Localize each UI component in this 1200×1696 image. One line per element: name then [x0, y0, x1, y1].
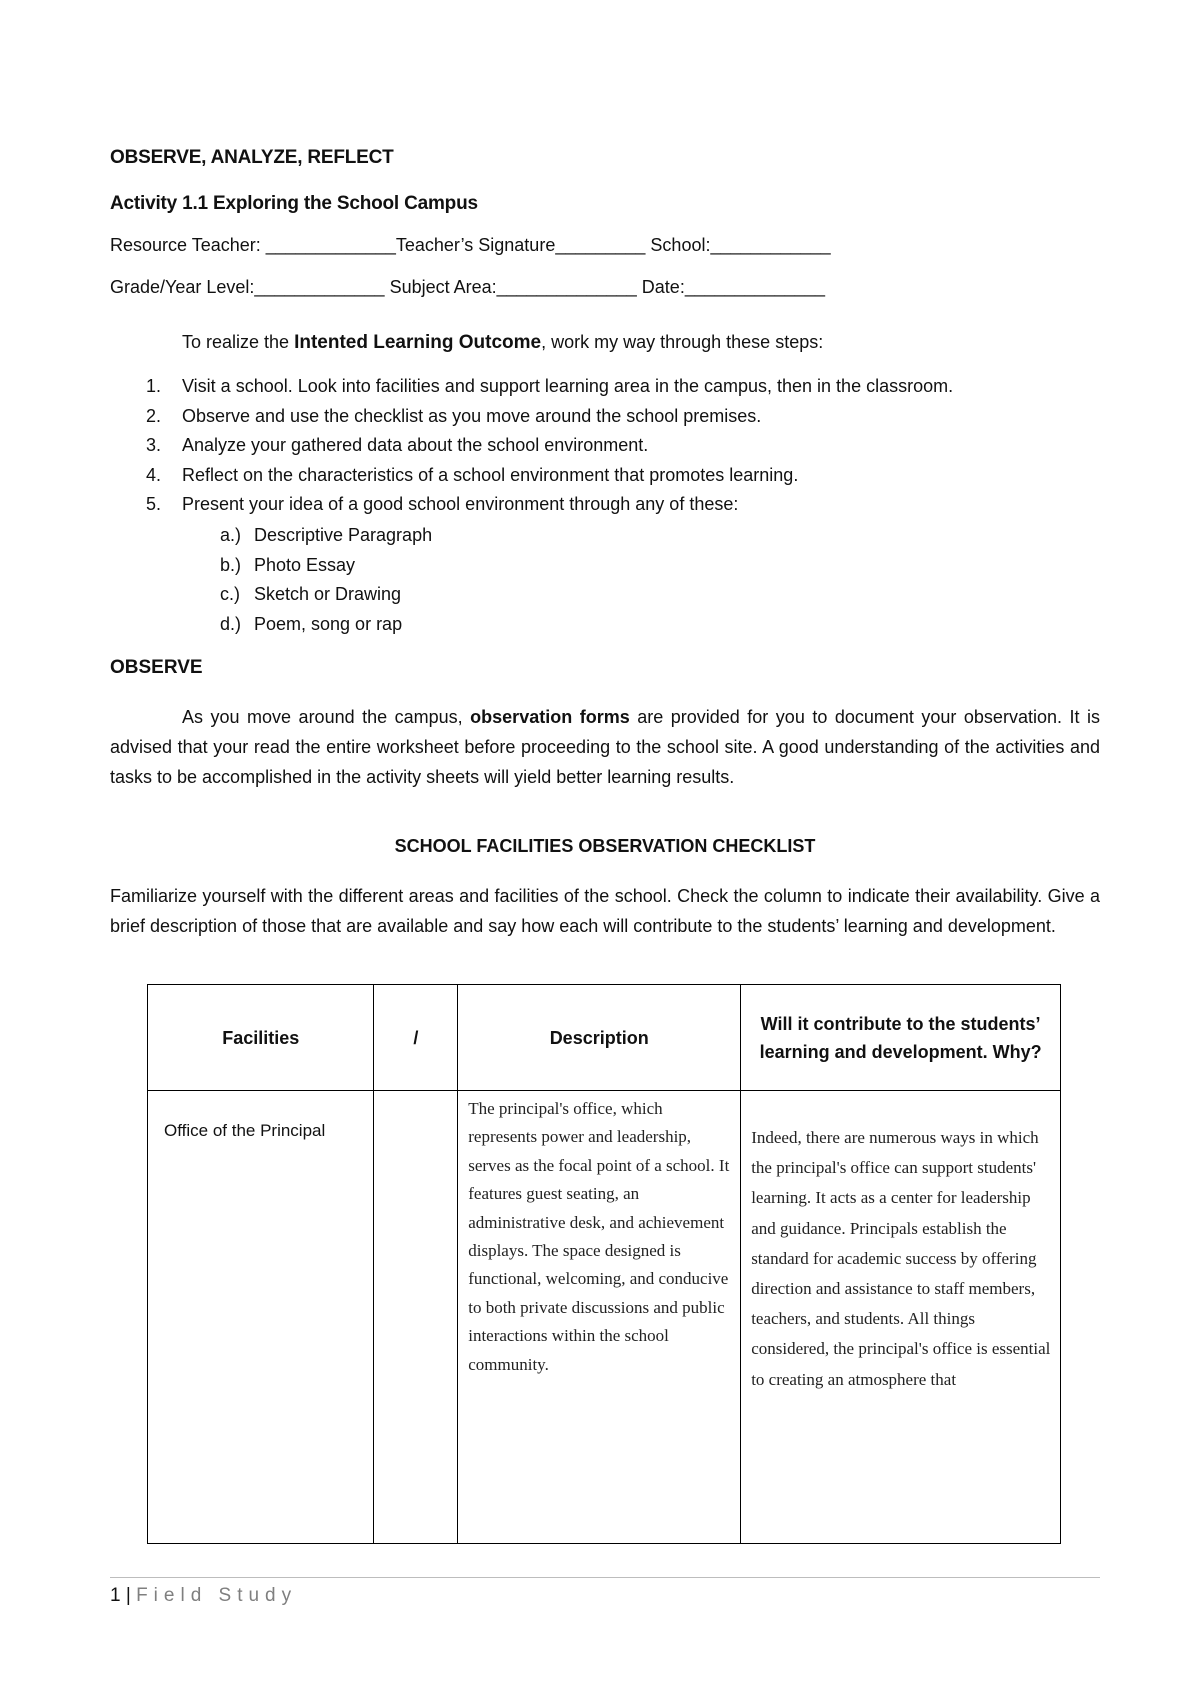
list-item: 3. Analyze your gathered data about the school environment.	[146, 435, 649, 455]
checklist-instructions: Familiarize yourself with the different areas and facilities of the school. Check the column to indicate their availability. Give a brief description of those that are available and say how each will contribute to the students’ learning and development.	[110, 886, 1100, 936]
intro-before: To realize the	[182, 332, 295, 352]
intro-after: , work my way through these steps:	[541, 332, 824, 352]
facilities-checklist-table	[147, 984, 1061, 1544]
header-facilities: Facilities	[148, 985, 374, 1091]
list-item: b.) Photo Essay	[220, 554, 356, 575]
intro-sentence	[182, 332, 823, 354]
header-description: Description	[458, 985, 741, 1091]
list-item: 2. Observe and use the checklist as you move around the school premises.	[146, 405, 762, 426]
footer-label: Field Study	[136, 1585, 298, 1606]
header-check: /	[374, 985, 458, 1091]
observe-heading: OBSERVE	[110, 657, 203, 678]
observe-paragraph: As you move around the campus, observation forms are provided for you to document your observation. It is advised that your read the entire worksheet before proceeding to the school site. A good understanding of the activities and tasks to be accomplished in the activity sheets will yield better learning results.	[110, 707, 1100, 787]
cell-description: The principal's office, which represents power and leadership, serves as the focal point of a school. It features guest seating, an administrative desk, and achievement displays. The space designed is functional, welcoming, and conducive to both private discussions and public interactions within the school community.	[458, 1091, 741, 1544]
page-footer: 1 | Field Study	[110, 1585, 298, 1606]
header-contribution: Will it contribute to the students’ learning and development. Why?	[741, 985, 1061, 1091]
cell-contribution: Indeed, there are numerous ways in which the principal's office can support students' learning. It acts as a center for leadership and guidance. Principals establish the standard for academic success by offering direction and assistance to staff members, teachers, and students. All things considered, the principal's office is essential to creating an atmosphere that	[741, 1091, 1061, 1544]
table-row	[148, 1091, 1061, 1544]
page-title: OBSERVE, ANALYZE, REFLECT	[110, 147, 394, 168]
form-line-teacher: Resource Teacher: _____________Teacher’s Signature_________ School:____________	[110, 235, 831, 255]
list-item: 1. Visit a school. Look into facilities and support learning area in the campus, then in the classroom.	[146, 376, 954, 396]
list-item: 4. Reflect on the characteristics of a school environment that promotes learning.	[146, 464, 799, 485]
footer-divider	[110, 1577, 1100, 1578]
cell-facility: Office of the Principal	[148, 1091, 374, 1544]
activity-title: Activity 1.1 Exploring the School Campus	[110, 193, 478, 214]
cell-check[interactable]	[374, 1091, 458, 1544]
page-number: 1	[110, 1585, 121, 1606]
sub-steps-list	[220, 521, 432, 639]
table-header-row	[148, 985, 1061, 1091]
form-line-grade: Grade/Year Level:_____________ Subject Area:______________ Date:______________	[110, 277, 825, 297]
list-item: a.) Descriptive Paragraph	[220, 525, 433, 545]
steps-list	[110, 372, 953, 520]
list-item: 5. Present your idea of a good school environment through any of these:	[146, 494, 739, 514]
list-item: d.) Poem, song or rap	[220, 613, 403, 634]
list-item: c.) Sketch or Drawing	[220, 584, 402, 604]
intro-bold: Intented Learning Outcome	[294, 332, 542, 353]
checklist-title: SCHOOL FACILITIES OBSERVATION CHECKLIST	[394, 836, 816, 856]
